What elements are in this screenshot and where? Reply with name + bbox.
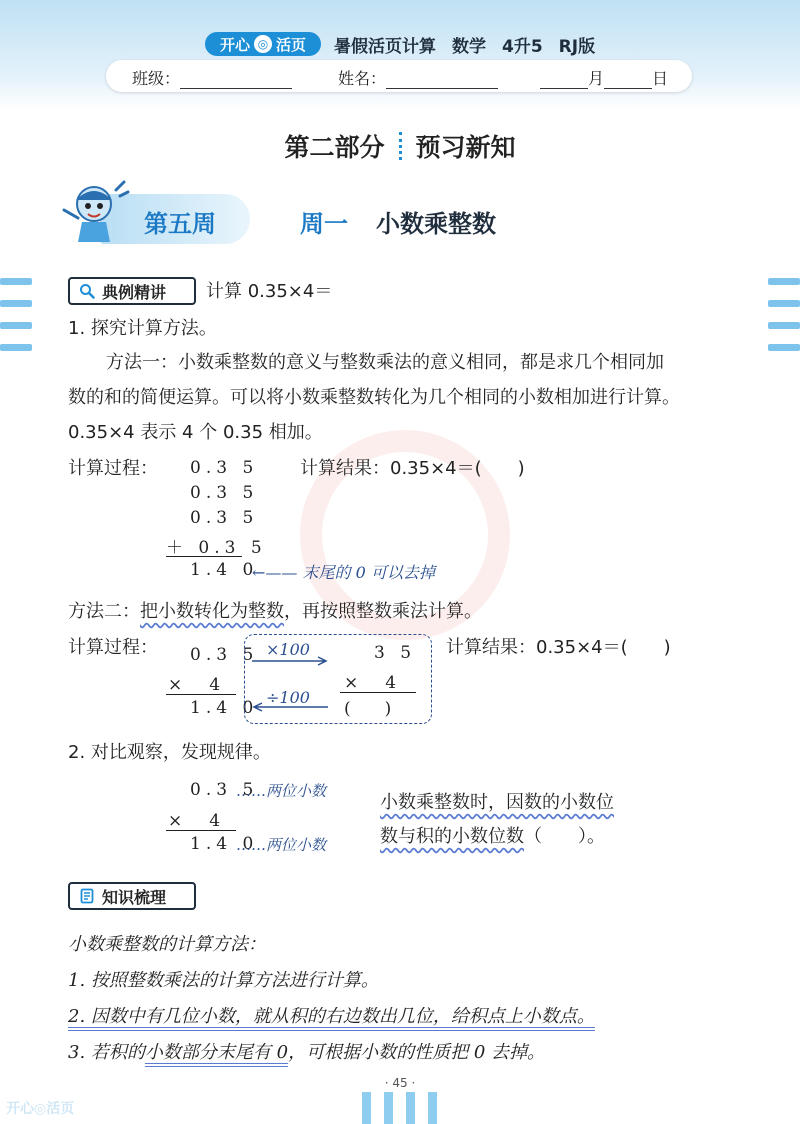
knowledge-tag [68, 882, 196, 910]
add-row: 0.3 5 [190, 458, 259, 478]
method2-rest: ，再按照整数乘法计算。 [284, 601, 482, 622]
series-name: 暑假活页计算 [334, 37, 436, 57]
int-rule [340, 692, 416, 693]
arrow-left-icon [250, 702, 330, 712]
magnifier-icon [78, 282, 96, 300]
footer-brand: 开心◎活页 [6, 1101, 75, 1117]
method2-underlined: 把小数转化为整数 [140, 601, 284, 622]
footer-bar [384, 1092, 393, 1124]
notebook-icon [78, 887, 96, 905]
method1-line3: 0.35×4 表示 4 个 0.35 相加。 [68, 422, 323, 443]
mul-rule [166, 694, 236, 695]
knowledge-heading: 小数乘整数的计算方法： [68, 934, 266, 955]
rule-line2 [380, 826, 605, 848]
side-stripe [768, 322, 800, 329]
footer-bar [362, 1092, 371, 1124]
rule-line1: 小数乘整数时，因数的小数位 [380, 792, 614, 813]
week-label: 第五周 [144, 210, 216, 238]
side-stripe [0, 322, 32, 329]
day-label: 周一 [300, 210, 348, 238]
add-result: 1.4 0 [190, 560, 259, 580]
mul-bottom: × 4 [168, 675, 226, 695]
note-bottom: ……两位小数 [236, 836, 327, 854]
mascot-icon [58, 176, 134, 252]
method1-line2: 数的和的简便运算。可以将小数乘整数转化为几个相同的小数相加进行计算。 [68, 387, 680, 408]
side-stripe [768, 278, 800, 285]
process-label-1: 计算过程： [68, 458, 158, 479]
date-field [540, 66, 668, 89]
class-field [132, 66, 292, 89]
result-label-1[interactable]: 计算结果：0.35×4＝( ) [300, 458, 525, 479]
step2-heading: 2. 对比观察，发现规律。 [68, 742, 271, 763]
div100-label: ÷100 [266, 688, 310, 707]
topic-title: 小数乘整数 [376, 210, 496, 238]
add-row: ＋ 0.3 5 [166, 538, 267, 558]
brand-logo [205, 32, 321, 56]
item3-underlined: 小数部分末尾有 0 [144, 1042, 289, 1063]
rule-blank[interactable]: （ ）。 [524, 826, 605, 847]
grade: 4升5 [502, 37, 543, 57]
brand-circle-icon: ◎ [254, 35, 272, 53]
result-label-2[interactable]: 计算结果：0.35×4＝( ) [446, 637, 671, 658]
method1-line1: 方法一：小数乘整数的意义与整数乘法的意义相同，都是求几个相同加 [106, 352, 664, 373]
item3-prefix: 3. 若积的 [68, 1042, 145, 1063]
month-label: 月 [588, 69, 605, 88]
int-result-blank[interactable]: ( ) [344, 699, 392, 719]
section-title [0, 128, 800, 164]
brand-right: 活页 [276, 35, 307, 54]
int-bottom: × 4 [344, 673, 402, 693]
mul-result: 1.4 0 [190, 698, 259, 718]
note-top: ……两位小数 [236, 782, 327, 800]
knowledge-item-1: 1. 按照整数乘法的计算方法进行计算。 [68, 970, 379, 991]
process-label-2: 计算过程： [68, 637, 158, 658]
add-row: 0.3 5 [190, 483, 259, 503]
cmp-result: 1.4 0 [190, 834, 259, 854]
method2-prefix: 方法二： [68, 601, 140, 622]
section-name: 预习新知 [415, 133, 516, 162]
subject: 数学 [452, 37, 486, 57]
cmp-top: 0.3 5 [190, 780, 259, 800]
page-number: · 45 · [384, 1076, 416, 1090]
knowledge-item-2: 2. 因数中有几位小数，就从积的右边数出几位，给积点上小数点。 [68, 1006, 595, 1027]
item3-suffix: ，可根据小数的性质把 0 去掉。 [288, 1042, 545, 1063]
int-top: 3 5 [374, 643, 417, 663]
example-tag [68, 277, 196, 305]
class-label: 班级： [132, 69, 181, 88]
brand-left: 开心 [219, 35, 250, 54]
side-stripe [0, 344, 32, 351]
example-tag-label: 典例精讲 [102, 282, 167, 302]
side-stripe [0, 300, 32, 307]
rule-line2-text: 数与积的小数位数 [380, 826, 524, 847]
day-blank[interactable] [604, 70, 652, 89]
times100-label: ×100 [266, 640, 310, 659]
side-stripe [0, 278, 32, 285]
knowledge-item-3 [68, 1038, 545, 1064]
mul-top: 0.3 5 [190, 645, 259, 665]
method2-line [68, 601, 482, 623]
knowledge-tag-label: 知识梳理 [102, 887, 167, 907]
name-field [338, 66, 498, 89]
class-blank[interactable] [180, 70, 292, 89]
side-stripe [768, 344, 800, 351]
name-label: 姓名： [338, 69, 387, 88]
add-row: 0.3 5 [190, 508, 259, 528]
day-label: 日 [652, 69, 669, 88]
side-stripe [768, 300, 800, 307]
add-rule [166, 556, 242, 557]
section-separator [399, 132, 402, 160]
section-part: 第二部分 [284, 133, 385, 162]
header-title [334, 32, 611, 57]
arrow-right-icon [250, 656, 330, 666]
cmp-bottom: × 4 [168, 811, 226, 831]
footer-bar [428, 1092, 437, 1124]
example-question: 计算 0.35×4＝ [206, 281, 333, 302]
edition: RJ版 [558, 37, 596, 57]
step1-heading: 1. 探究计算方法。 [68, 318, 217, 339]
cmp-rule [166, 830, 236, 831]
arrow-note: ←—— 末尾的 0 可以去掉 [252, 563, 435, 582]
month-blank[interactable] [540, 70, 588, 89]
footer-bar [406, 1092, 415, 1124]
name-blank[interactable] [386, 70, 498, 89]
